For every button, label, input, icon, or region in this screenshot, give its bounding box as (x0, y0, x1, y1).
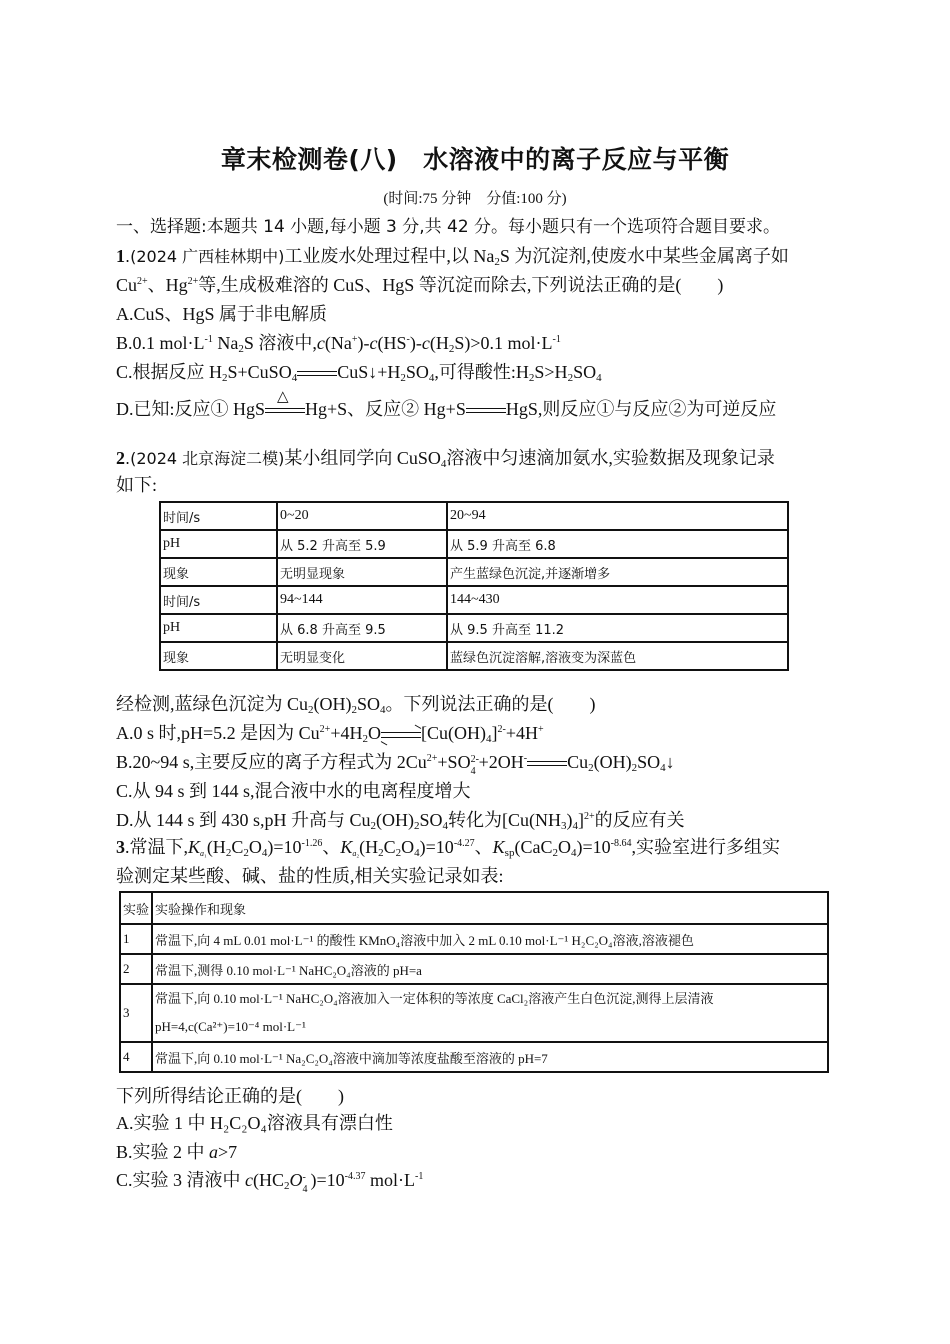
table-row: 现象 无明显变化 蓝绿色沉淀溶解,溶液变为深蓝色 (160, 642, 788, 670)
q2-option-a: A.0 s 时,pH=5.2 是因为 $Cu^{2+}+4H_2O$ $[Cu(OH)_4]^{2-}+4H^+$ (116, 723, 544, 745)
reversible-arrow-icon (381, 730, 421, 740)
q3-stem-line2: 验测定某些酸、碱、盐的性质,相关实验记录如表: (116, 866, 504, 886)
q1-option-d: D.已知:反应① HgS △ Hg+S、反应② Hg+S HgS,则反应①与反应②为可逆反应 (116, 388, 777, 419)
q2-option-b: B.20~94 s,主要反应的离子方程式为 $2Cu^{2+}+SO$ 2- 4 +2OH- $Cu_2(OH)_2SO_4↓$ (116, 752, 675, 777)
q1-option-a: A.CuS、HgS 属于非电解质 (116, 304, 328, 324)
q2-stem-line1: 2.(2024 北京海淀二模)某小组同学向 CuSO$_4$溶液中匀速滴加氨水,实验数据及现象记录 (116, 448, 775, 470)
q2-data-table (159, 501, 789, 671)
q1-stem-line1: 1.(2024 广西桂林期中)工业废水处理过程中,以 $Na_2S$ 为沉淀剂,使废水中某些金属离子如 (116, 246, 789, 268)
page-title: 章末检测卷(八) 水溶液中的离子反应与平衡 (220, 145, 730, 174)
q2-after-table: 经检测,蓝绿色沉淀为 $Cu_2(OH)_2SO_4$。下列说法正确的是( ) (116, 694, 596, 716)
table-row: 时间/s 94~144 144~430 (160, 586, 788, 614)
q3-option-c: C.实验 3 清液中 $c(HC_2O$ - 4 )$=10^{-4.37}$ $mol\cdot L^{-1}$ (116, 1170, 424, 1195)
table-row: pH 从 6.8 升高至 9.5 从 9.5 升高至 11.2 (160, 614, 788, 642)
q1-option-c: C.根据反应 $H_2S+CuSO_4$ $CuS↓+H_2SO_4$,可得酸性$:H_2S>H_2SO_4$ (116, 362, 602, 384)
equals-sign-icon (527, 759, 567, 769)
q3-ask: 下列所得结论正确的是( ) (116, 1086, 344, 1106)
q2-option-c: C.从 94 s 到 144 s,混合液中水的电离程度增大 (116, 781, 471, 801)
table-row: 3 常温下,向 0.10 mol·L⁻¹ NaHC₂O₄溶液加入一定体积的等浓度 CaCl₂溶液产生白色沉淀,测得上层清液 pH=4,c(Ca²⁺)=10⁻⁴ mol·L⁻¹ (120, 984, 828, 1042)
q2-option-d: D.从 144 s 到 430 s,pH 升高与 $Cu_2(OH)_2SO_4$转化为$[Cu(NH_3)_4]^{2+}$的反应有关 (116, 810, 685, 832)
q2-stem-line2: 如下: (116, 475, 158, 495)
table-row: 1 常温下,向 4 mL 0.01 mol·L⁻¹ 的酸性 KMnO₄溶液中加入 2 mL 0.10 mol·L⁻¹ H₂C₂O₄溶液,溶液褪色 (120, 924, 828, 954)
q3-option-a: A.实验 1 中 H₂C₂O₄溶液具有漂白性 (116, 1113, 393, 1133)
q3-stem-line1: 3.常温下$,Ka_1(H_2C_2O_4)=10^{-1.26}$、$Ka_2(H_2C_2O_4)=10^{-4.27}$、$K_{sp}(CaC_2O_4)=10^{-8.64}$,实验室进行多组实 (116, 837, 780, 859)
heat-equals-icon: △ (265, 406, 305, 416)
equals-sign-icon (466, 406, 506, 416)
equals-sign-icon (297, 369, 337, 379)
q1-stem-line2: $Cu^{2+}$、$Hg^{2+}$等,生成极难溶的 CuS、HgS 等沉淀而除去,下列说法正确的是( ) (116, 275, 724, 295)
section-heading: 一、选择题:本题共 14 小题,每小题 3 分,共 42 分。每小题只有一个选项符合题目要求。 (116, 217, 781, 237)
table-row: 4 常温下,向 0.10 mol·L⁻¹ Na₂C₂O₄溶液中滴加等浓度盐酸至溶液的 pH=7 (120, 1042, 828, 1072)
table-row: pH 从 5.2 升高至 5.9 从 5.9 升高至 6.8 (160, 530, 788, 558)
table-row: 实验 实验操作和现象 (120, 892, 828, 924)
q3-experiment-table (119, 891, 829, 1073)
table-row: 时间/s 0~20 20~94 (160, 502, 788, 530)
q3-option-b: B.实验 2 中 a>7 (116, 1142, 238, 1162)
table-row: 现象 无明显现象 产生蓝绿色沉淀,并逐渐增多 (160, 558, 788, 586)
page-subtitle: (时间:75 分钟 分值:100 分) (383, 191, 567, 207)
q1-option-b: B.0.1 $mol\cdot L^{-1}$ $Na_2S$ 溶液中$,c(Na^+)-c(HS^-)-c(H_2S)>0.1$ $mol\cdot L^{-1}$ (116, 333, 561, 355)
table-row: 2 常温下,测得 0.10 mol·L⁻¹ NaHC₂O₄溶液的 pH=a (120, 954, 828, 984)
